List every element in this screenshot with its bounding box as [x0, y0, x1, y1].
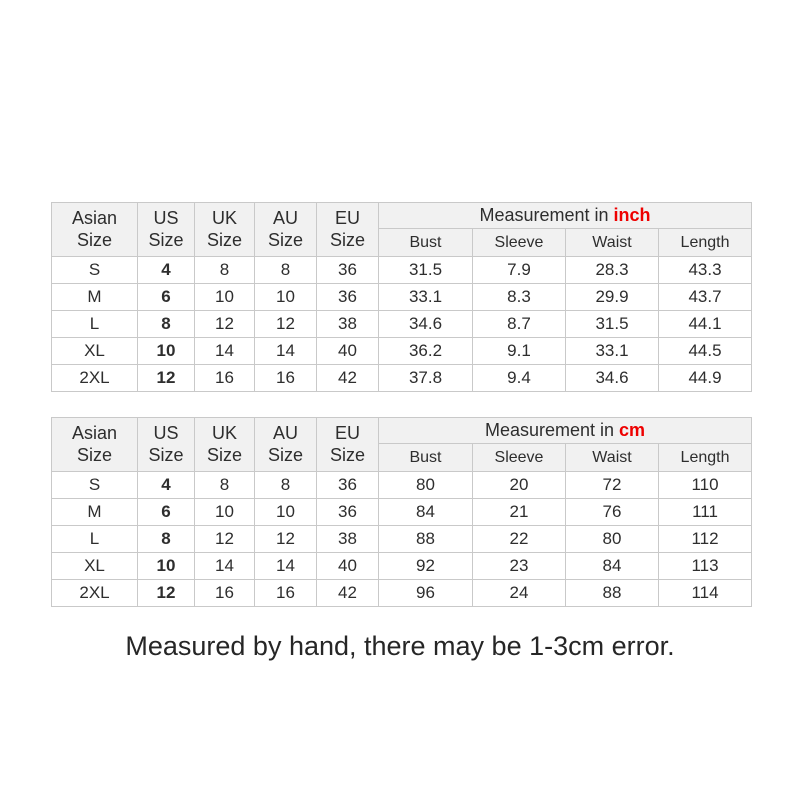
cell-asian-size: M — [52, 499, 138, 526]
cell-eu-size: 42 — [317, 365, 379, 392]
cell-us-size: 10 — [138, 338, 195, 365]
cell-waist: 33.1 — [566, 338, 659, 365]
cell-sleeve: 8.7 — [473, 311, 566, 338]
table-row — [52, 580, 752, 607]
cell-bust: 96 — [379, 580, 473, 607]
table-row — [52, 499, 752, 526]
cell-bust: 84 — [379, 499, 473, 526]
cell-length: 113 — [659, 553, 752, 580]
cell-sleeve: 8.3 — [473, 284, 566, 311]
cell-sleeve: 24 — [473, 580, 566, 607]
cell-us-size: 6 — [138, 499, 195, 526]
header-uk-size: UK Size — [195, 203, 255, 257]
cell-uk-size: 14 — [195, 338, 255, 365]
cell-sleeve: 9.4 — [473, 365, 566, 392]
cell-length: 110 — [659, 472, 752, 499]
header-eu-size: EU Size — [317, 203, 379, 257]
cell-uk-size: 16 — [195, 365, 255, 392]
cell-au-size: 14 — [255, 553, 317, 580]
header-eu-size: EU Size — [317, 418, 379, 472]
measurement-note: Measured by hand, there may be 1-3cm error. — [125, 631, 675, 661]
cell-au-size: 16 — [255, 580, 317, 607]
cell-asian-size: L — [52, 526, 138, 553]
header-row-top — [52, 418, 752, 444]
cell-bust: 36.2 — [379, 338, 473, 365]
table-row — [52, 257, 752, 284]
cell-us-size: 4 — [138, 472, 195, 499]
cell-eu-size: 40 — [317, 338, 379, 365]
header-waist: Waist — [566, 444, 659, 472]
cell-eu-size: 36 — [317, 499, 379, 526]
cell-us-size: 12 — [138, 365, 195, 392]
header-au-size: AU Size — [255, 203, 317, 257]
cell-uk-size: 16 — [195, 580, 255, 607]
cell-au-size: 10 — [255, 499, 317, 526]
cell-length: 44.9 — [659, 365, 752, 392]
header-asian-size: Asian Size — [52, 203, 138, 257]
cell-waist: 31.5 — [566, 311, 659, 338]
cell-au-size: 8 — [255, 257, 317, 284]
table-row — [52, 338, 752, 365]
cell-waist: 34.6 — [566, 365, 659, 392]
cell-bust: 34.6 — [379, 311, 473, 338]
cell-waist: 84 — [566, 553, 659, 580]
cell-eu-size: 40 — [317, 553, 379, 580]
header-bust: Bust — [379, 444, 473, 472]
size-table-inch — [51, 202, 752, 392]
cell-length: 43.3 — [659, 257, 752, 284]
header-au-size: AU Size — [255, 418, 317, 472]
cell-uk-size: 10 — [195, 499, 255, 526]
cell-sleeve: 7.9 — [473, 257, 566, 284]
cell-us-size: 6 — [138, 284, 195, 311]
cell-asian-size: XL — [52, 553, 138, 580]
cell-asian-size: S — [52, 472, 138, 499]
cell-length: 44.1 — [659, 311, 752, 338]
table-row — [52, 526, 752, 553]
cell-sleeve: 9.1 — [473, 338, 566, 365]
measurement-unit-cm: cm — [619, 419, 646, 440]
cell-length: 44.5 — [659, 338, 752, 365]
cell-waist: 76 — [566, 499, 659, 526]
header-length: Length — [659, 444, 752, 472]
cell-asian-size: M — [52, 284, 138, 311]
header-bust: Bust — [379, 229, 473, 257]
cell-bust: 88 — [379, 526, 473, 553]
cell-sleeve: 23 — [473, 553, 566, 580]
cell-uk-size: 8 — [195, 257, 255, 284]
cell-uk-size: 12 — [195, 526, 255, 553]
cell-bust: 33.1 — [379, 284, 473, 311]
cell-au-size: 16 — [255, 365, 317, 392]
cell-au-size: 12 — [255, 526, 317, 553]
cell-bust: 92 — [379, 553, 473, 580]
cell-bust: 31.5 — [379, 257, 473, 284]
cell-bust: 80 — [379, 472, 473, 499]
cell-asian-size: S — [52, 257, 138, 284]
cell-us-size: 10 — [138, 553, 195, 580]
cell-length: 114 — [659, 580, 752, 607]
cell-asian-size: XL — [52, 338, 138, 365]
header-us-size: US Size — [138, 418, 195, 472]
cell-eu-size: 42 — [317, 580, 379, 607]
table-row — [52, 472, 752, 499]
cell-waist: 29.9 — [566, 284, 659, 311]
measurement-title-cm — [379, 418, 752, 444]
cell-asian-size: 2XL — [52, 365, 138, 392]
cell-waist: 80 — [566, 526, 659, 553]
cell-au-size: 10 — [255, 284, 317, 311]
cell-uk-size: 8 — [195, 472, 255, 499]
header-length: Length — [659, 229, 752, 257]
header-uk-size: UK Size — [195, 418, 255, 472]
cell-waist: 88 — [566, 580, 659, 607]
cell-length: 111 — [659, 499, 752, 526]
header-row-top — [52, 203, 752, 229]
cell-asian-size: L — [52, 311, 138, 338]
header-waist: Waist — [566, 229, 659, 257]
measurement-title-prefix: Measurement in — [484, 419, 615, 440]
cell-eu-size: 38 — [317, 311, 379, 338]
cell-length: 43.7 — [659, 284, 752, 311]
cell-waist: 72 — [566, 472, 659, 499]
table-row — [52, 365, 752, 392]
cell-us-size: 4 — [138, 257, 195, 284]
cell-eu-size: 36 — [317, 472, 379, 499]
cell-eu-size: 36 — [317, 257, 379, 284]
measurement-unit-inch: inch — [613, 204, 651, 225]
cell-sleeve: 22 — [473, 526, 566, 553]
cell-length: 112 — [659, 526, 752, 553]
cell-eu-size: 38 — [317, 526, 379, 553]
cell-uk-size: 14 — [195, 553, 255, 580]
cell-uk-size: 12 — [195, 311, 255, 338]
size-table-cm — [51, 417, 752, 607]
cell-uk-size: 10 — [195, 284, 255, 311]
table-row — [52, 284, 752, 311]
table-row — [52, 311, 752, 338]
cell-au-size: 12 — [255, 311, 317, 338]
cell-us-size: 12 — [138, 580, 195, 607]
cell-us-size: 8 — [138, 311, 195, 338]
measurement-title-prefix: Measurement in — [479, 204, 609, 225]
cell-sleeve: 20 — [473, 472, 566, 499]
cell-au-size: 8 — [255, 472, 317, 499]
cell-eu-size: 36 — [317, 284, 379, 311]
cell-au-size: 14 — [255, 338, 317, 365]
cell-sleeve: 21 — [473, 499, 566, 526]
header-sleeve: Sleeve — [473, 229, 566, 257]
cell-bust: 37.8 — [379, 365, 473, 392]
cell-waist: 28.3 — [566, 257, 659, 284]
cell-us-size: 8 — [138, 526, 195, 553]
cell-asian-size: 2XL — [52, 580, 138, 607]
header-sleeve: Sleeve — [473, 444, 566, 472]
header-us-size: US Size — [138, 203, 195, 257]
measurement-title-inch — [379, 203, 752, 229]
header-asian-size: Asian Size — [52, 418, 138, 472]
table-row — [52, 553, 752, 580]
